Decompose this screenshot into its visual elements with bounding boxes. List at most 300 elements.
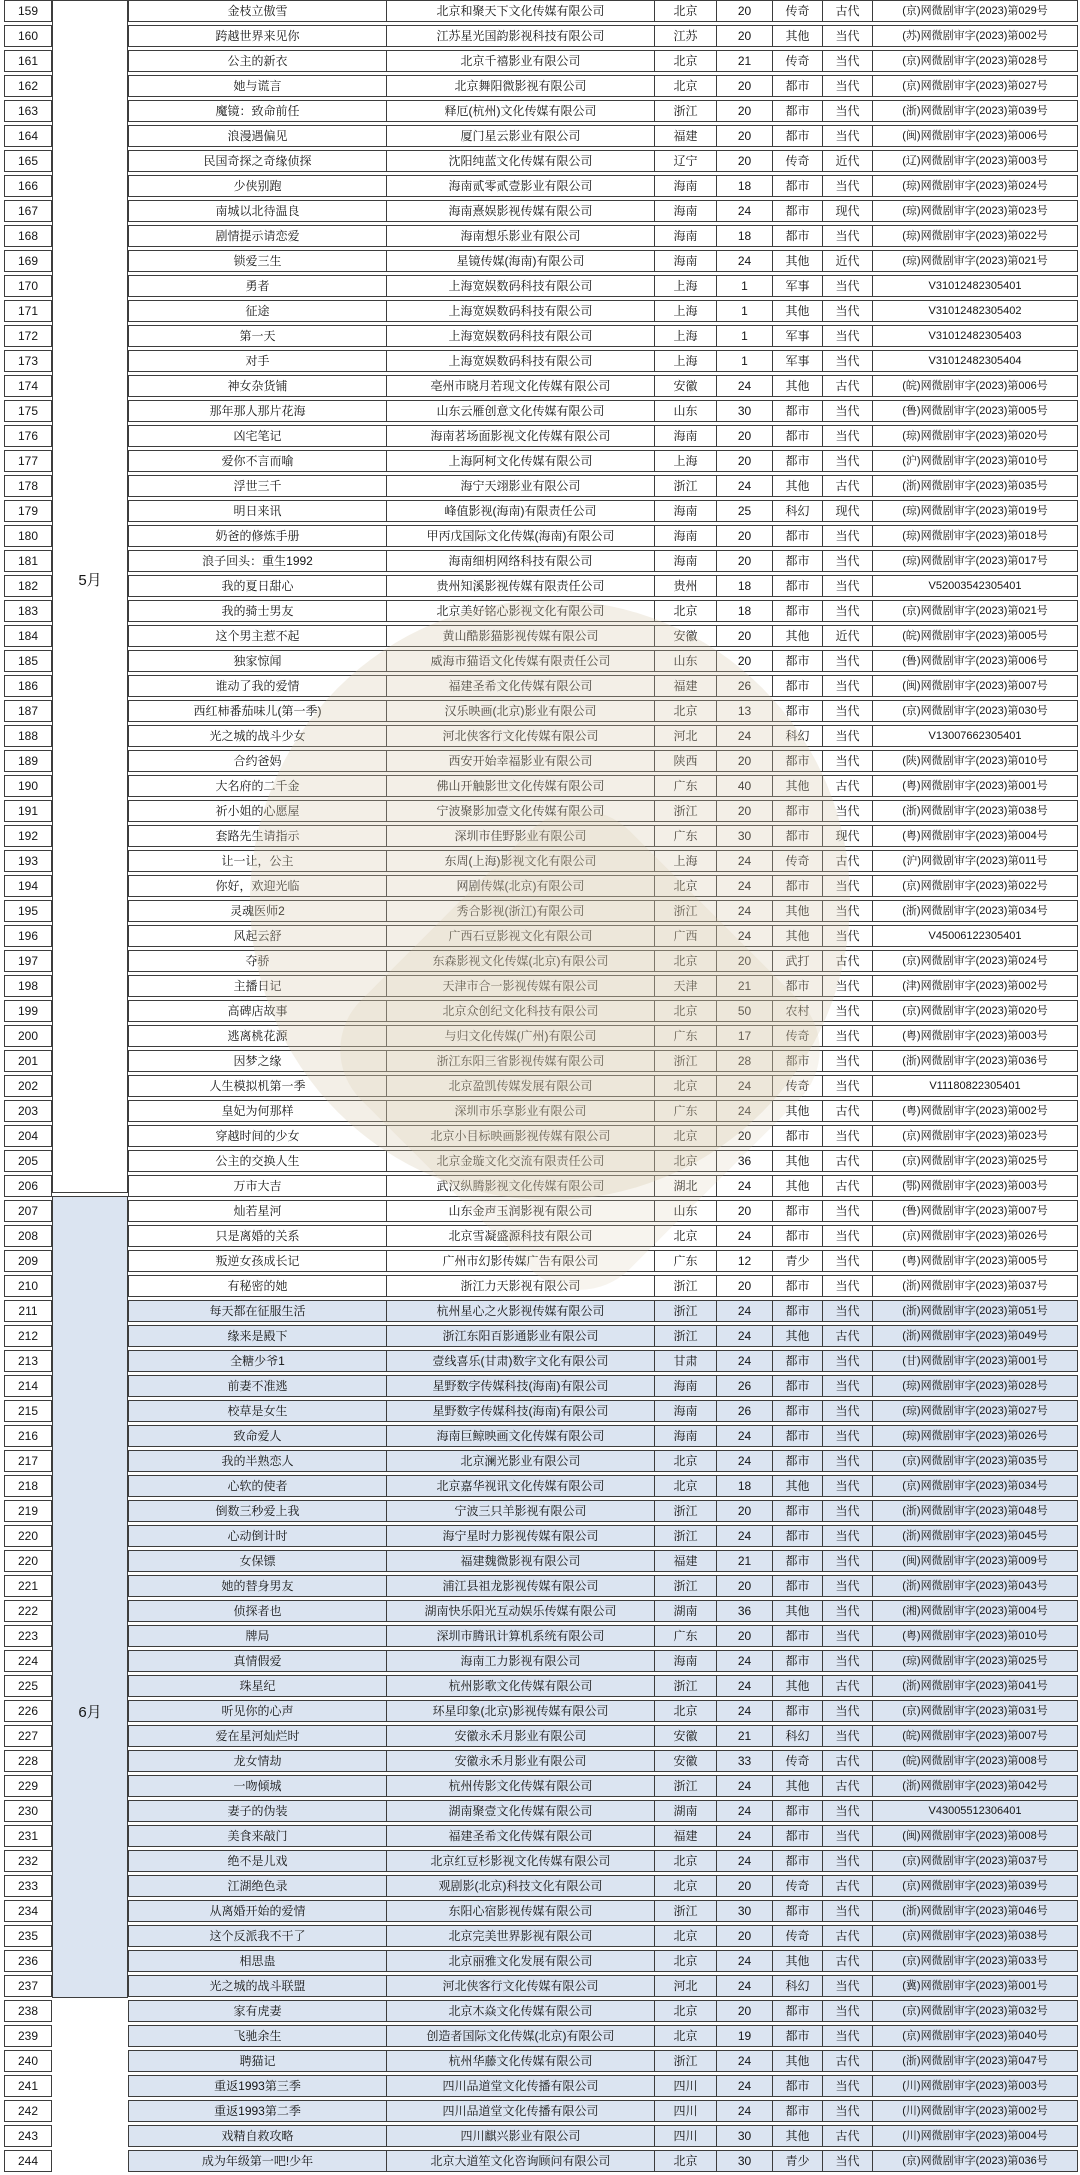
- table-row: [4, 625, 1078, 647]
- cell-genre: 其他: [773, 25, 823, 47]
- cell-company: 威海市猫语文化传媒有限责任公司: [387, 650, 655, 672]
- cell-era: 当代: [823, 1075, 873, 1097]
- cell-title: 致命爱人: [128, 1425, 387, 1447]
- cell-episodes: 20: [717, 525, 773, 547]
- cell-genre: 都市: [773, 1700, 823, 1722]
- cell-license: (粤)网微剧审字(2023)第010号: [873, 1625, 1078, 1647]
- cell-company: 河北侠客行文化传媒有限公司: [387, 1975, 655, 1997]
- cell-month-spacer: [52, 1400, 128, 1422]
- cell-month-spacer: [52, 950, 128, 972]
- cell-company: 杭州影歌文化传媒有限公司: [387, 1675, 655, 1697]
- cell-num: 178: [4, 475, 52, 497]
- cell-num: 193: [4, 850, 52, 872]
- cell-license: (浙)网微剧审字(2023)第035号: [873, 475, 1078, 497]
- table-row: [4, 225, 1078, 247]
- cell-month-spacer: [52, 1600, 128, 1622]
- cell-license: (辽)网微剧审字(2023)第003号: [873, 150, 1078, 172]
- table-row: [4, 1825, 1078, 1847]
- cell-episodes: 28: [717, 1050, 773, 1072]
- cell-genre: 传奇: [773, 1875, 823, 1897]
- cell-genre: 都市: [773, 1425, 823, 1447]
- cell-province: 北京: [655, 1875, 717, 1897]
- cell-company: 贵州知溪影视传媒有限责任公司: [387, 575, 655, 597]
- cell-province: 广东: [655, 1250, 717, 1272]
- cell-month-spacer: [52, 1100, 128, 1122]
- cell-era: 当代: [823, 1625, 873, 1647]
- table-row: [4, 1150, 1078, 1172]
- cell-month-spacer: [52, 675, 128, 697]
- cell-license: (闽)网微剧审字(2023)第008号: [873, 1825, 1078, 1847]
- cell-episodes: 1: [717, 300, 773, 322]
- cell-episodes: 20: [717, 75, 773, 97]
- cell-company: 海南想乐影业有限公司: [387, 225, 655, 247]
- table-row: [4, 675, 1078, 697]
- cell-episodes: 20: [717, 1575, 773, 1597]
- cell-genre: 都市: [773, 1225, 823, 1247]
- cell-num: 199: [4, 1000, 52, 1022]
- cell-num: 177: [4, 450, 52, 472]
- cell-province: 北京: [655, 1950, 717, 1972]
- cell-license: (琼)网微剧审字(2023)第020号: [873, 425, 1078, 447]
- cell-episodes: 24: [717, 900, 773, 922]
- cell-company: 观剧影(北京)科技文化有限公司: [387, 1875, 655, 1897]
- cell-license: (琼)网微剧审字(2023)第025号: [873, 1650, 1078, 1672]
- cell-license: (京)网微剧审字(2023)第020号: [873, 1000, 1078, 1022]
- cell-month-spacer: [52, 2025, 128, 2047]
- cell-company: 海南巨鲸映画文化传媒有限公司: [387, 1425, 655, 1447]
- cell-company: 杭州华藤文化传媒有限公司: [387, 2050, 655, 2072]
- cell-num: 234: [4, 1900, 52, 1922]
- cell-episodes: 20: [717, 1875, 773, 1897]
- cell-num: 182: [4, 575, 52, 597]
- cell-province: 浙江: [655, 1525, 717, 1547]
- cell-province: 海南: [655, 1650, 717, 1672]
- cell-company: 网剧传媒(北京)有限公司: [387, 875, 655, 897]
- cell-num: 166: [4, 175, 52, 197]
- table-row: [4, 1725, 1078, 1747]
- cell-license: (琼)网微剧审字(2023)第027号: [873, 1400, 1078, 1422]
- cell-title: 这个男主惹不起: [128, 625, 387, 647]
- table-row: [4, 1875, 1078, 1897]
- cell-province: 浙江: [655, 1775, 717, 1797]
- cell-era: 当代: [823, 1125, 873, 1147]
- cell-title: 我的夏日甜心: [128, 575, 387, 597]
- cell-episodes: 24: [717, 375, 773, 397]
- cell-episodes: 1: [717, 350, 773, 372]
- cell-num: 229: [4, 1775, 52, 1797]
- table-row: [4, 1575, 1078, 1597]
- cell-month-spacer: [52, 1350, 128, 1372]
- cell-province: 上海: [655, 275, 717, 297]
- cell-license: V11180822305401: [873, 1075, 1078, 1097]
- cell-province: 海南: [655, 1375, 717, 1397]
- cell-month-spacer: [52, 500, 128, 522]
- cell-title: 神女杂货铺: [128, 375, 387, 397]
- table-row: [4, 50, 1078, 72]
- cell-era: 当代: [823, 550, 873, 572]
- cell-province: 安徽: [655, 1725, 717, 1747]
- cell-num: 237: [4, 1975, 52, 1997]
- cell-episodes: 24: [717, 1325, 773, 1347]
- table-row: [4, 725, 1078, 747]
- cell-title: 少侠别跑: [128, 175, 387, 197]
- cell-era: 当代: [823, 1275, 873, 1297]
- cell-num: 174: [4, 375, 52, 397]
- cell-genre: 传奇: [773, 0, 823, 22]
- cell-num: 167: [4, 200, 52, 222]
- cell-era: 古代: [823, 775, 873, 797]
- drama-registration-table: [4, 0, 1078, 2175]
- cell-month-spacer: [52, 100, 128, 122]
- cell-era: 当代: [823, 1725, 873, 1747]
- cell-license: (琼)网微剧审字(2023)第024号: [873, 175, 1078, 197]
- cell-company: 星镜传媒(海南)有限公司: [387, 250, 655, 272]
- cell-license: (浙)网微剧审字(2023)第051号: [873, 1300, 1078, 1322]
- cell-title: 主播日记: [128, 975, 387, 997]
- cell-title: 只是离婚的关系: [128, 1225, 387, 1247]
- table-row: [4, 75, 1078, 97]
- cell-num: 201: [4, 1050, 52, 1072]
- cell-license: (皖)网微剧审字(2023)第005号: [873, 625, 1078, 647]
- table-row: [4, 1100, 1078, 1122]
- cell-num: 171: [4, 300, 52, 322]
- cell-num: 222: [4, 1600, 52, 1622]
- cell-num: 190: [4, 775, 52, 797]
- cell-month-spacer: [52, 1750, 128, 1772]
- cell-num: 165: [4, 150, 52, 172]
- cell-genre: 其他: [773, 300, 823, 322]
- cell-province: 北京: [655, 2025, 717, 2047]
- cell-month-spacer: [52, 1550, 128, 1572]
- cell-company: 沈阳纯蓝文化传媒有限公司: [387, 150, 655, 172]
- cell-genre: 都市: [773, 600, 823, 622]
- cell-num: 231: [4, 1825, 52, 1847]
- cell-province: 广西: [655, 925, 717, 947]
- cell-episodes: 18: [717, 175, 773, 197]
- cell-title: 锁爱三生: [128, 250, 387, 272]
- cell-title: 她的替身男友: [128, 1575, 387, 1597]
- cell-genre: 都市: [773, 1450, 823, 1472]
- cell-license: (琼)网微剧审字(2023)第026号: [873, 1425, 1078, 1447]
- cell-title: 前妻不准逃: [128, 1375, 387, 1397]
- cell-title: 这个反派我不干了: [128, 1925, 387, 1947]
- cell-num: 175: [4, 400, 52, 422]
- cell-era: 当代: [823, 1800, 873, 1822]
- cell-num: 204: [4, 1125, 52, 1147]
- cell-province: 浙江: [655, 475, 717, 497]
- cell-license: (京)网微剧审字(2023)第037号: [873, 1850, 1078, 1872]
- cell-era: 当代: [823, 2025, 873, 2047]
- cell-month-spacer: [52, 50, 128, 72]
- cell-episodes: 24: [717, 1525, 773, 1547]
- cell-episodes: 24: [717, 1450, 773, 1472]
- cell-title: 人生模拟机第一季: [128, 1075, 387, 1097]
- cell-num: 179: [4, 500, 52, 522]
- cell-company: 广西石豆影视文化有限公司: [387, 925, 655, 947]
- cell-episodes: 36: [717, 1600, 773, 1622]
- cell-genre: 其他: [773, 900, 823, 922]
- cell-province: 北京: [655, 1075, 717, 1097]
- cell-era: 当代: [823, 325, 873, 347]
- cell-license: (沪)网微剧审字(2023)第011号: [873, 850, 1078, 872]
- cell-episodes: 18: [717, 225, 773, 247]
- cell-company: 安徽永禾月影业有限公司: [387, 1725, 655, 1747]
- cell-num: 197: [4, 950, 52, 972]
- cell-province: 甘肃: [655, 1350, 717, 1372]
- cell-month-spacer: [52, 875, 128, 897]
- cell-license: (浙)网微剧审字(2023)第047号: [873, 2050, 1078, 2072]
- cell-license: (闽)网微剧审字(2023)第006号: [873, 125, 1078, 147]
- cell-month-spacer: [52, 1775, 128, 1797]
- cell-province: 北京: [655, 1150, 717, 1172]
- cell-month-spacer: [52, 400, 128, 422]
- cell-company: 海南细枂网络科技有限公司: [387, 550, 655, 572]
- cell-episodes: 20: [717, 150, 773, 172]
- cell-company: 北京澜光影业有限公司: [387, 1450, 655, 1472]
- cell-company: 浙江东阳百影通影业有限公司: [387, 1325, 655, 1347]
- cell-province: 北京: [655, 0, 717, 22]
- cell-episodes: 24: [717, 250, 773, 272]
- cell-episodes: 21: [717, 975, 773, 997]
- cell-company: 释厄(杭州)文化传媒有限公司: [387, 100, 655, 122]
- cell-province: 北京: [655, 75, 717, 97]
- cell-province: 北京: [655, 1925, 717, 1947]
- cell-num: 209: [4, 1250, 52, 1272]
- table-row: [4, 2075, 1078, 2097]
- cell-license: (津)网微剧审字(2023)第002号: [873, 975, 1078, 997]
- cell-title: 我的骑士男友: [128, 600, 387, 622]
- cell-month-spacer: [52, 1850, 128, 1872]
- cell-title: 侦探者也: [128, 1600, 387, 1622]
- cell-title: 奶爸的修炼手册: [128, 525, 387, 547]
- cell-episodes: 33: [717, 1750, 773, 1772]
- cell-title: 高碑店故事: [128, 1000, 387, 1022]
- cell-company: 安徽永禾月影业有限公司: [387, 1750, 655, 1772]
- cell-episodes: 24: [717, 1975, 773, 1997]
- cell-genre: 其他: [773, 475, 823, 497]
- cell-genre: 军事: [773, 325, 823, 347]
- cell-license: (浙)网微剧审字(2023)第042号: [873, 1775, 1078, 1797]
- cell-license: (鲁)网微剧审字(2023)第005号: [873, 400, 1078, 422]
- cell-episodes: 20: [717, 650, 773, 672]
- cell-era: 古代: [823, 1175, 873, 1197]
- cell-era: 当代: [823, 1350, 873, 1372]
- table-row: [4, 1350, 1078, 1372]
- table-row: [4, 2150, 1078, 2172]
- cell-province: 上海: [655, 350, 717, 372]
- cell-company: 东森影视文化传媒(北京)有限公司: [387, 950, 655, 972]
- table-row: [4, 1925, 1078, 1947]
- cell-title: 万市大吉: [128, 1175, 387, 1197]
- cell-num: 219: [4, 1500, 52, 1522]
- cell-era: 当代: [823, 1025, 873, 1047]
- cell-genre: 都市: [773, 1125, 823, 1147]
- cell-company: 北京和聚天下文化传媒有限公司: [387, 0, 655, 22]
- cell-genre: 其他: [773, 1150, 823, 1172]
- cell-company: 秀合影视(浙江)有限公司: [387, 900, 655, 922]
- cell-num: 224: [4, 1650, 52, 1672]
- cell-era: 当代: [823, 1450, 873, 1472]
- cell-era: 当代: [823, 2100, 873, 2122]
- cell-era: 现代: [823, 200, 873, 222]
- cell-episodes: 24: [717, 850, 773, 872]
- table-row: [4, 1025, 1078, 1047]
- cell-genre: 其他: [773, 1325, 823, 1347]
- cell-company: 北京红豆杉影视文化传媒有限公司: [387, 1850, 655, 1872]
- cell-license: V31012482305401: [873, 275, 1078, 297]
- cell-month-spacer: [52, 1700, 128, 1722]
- cell-episodes: 21: [717, 1725, 773, 1747]
- cell-era: 当代: [823, 1550, 873, 1572]
- cell-genre: 其他: [773, 1950, 823, 1972]
- cell-era: 古代: [823, 1675, 873, 1697]
- table-row: [4, 950, 1078, 972]
- cell-month-spacer: [52, 425, 128, 447]
- cell-num: 202: [4, 1075, 52, 1097]
- cell-num: 200: [4, 1025, 52, 1047]
- cell-province: 北京: [655, 1850, 717, 1872]
- cell-era: 古代: [823, 2125, 873, 2147]
- cell-province: 山东: [655, 400, 717, 422]
- cell-title: 叛逆女孩成长记: [128, 1250, 387, 1272]
- cell-num: 162: [4, 75, 52, 97]
- cell-company: 深圳市乐享影业有限公司: [387, 1100, 655, 1122]
- cell-genre: 都市: [773, 75, 823, 97]
- cell-license: (浙)网微剧审字(2023)第038号: [873, 800, 1078, 822]
- cell-num: 203: [4, 1100, 52, 1122]
- cell-title: 第一天: [128, 325, 387, 347]
- cell-num: 181: [4, 550, 52, 572]
- cell-title: 相思蛊: [128, 1950, 387, 1972]
- cell-company: 福建圣希文化传媒有限公司: [387, 1825, 655, 1847]
- cell-company: 北京盈凯传媒发展有限公司: [387, 1075, 655, 1097]
- table-row: [4, 900, 1078, 922]
- cell-license: (京)网微剧审字(2023)第029号: [873, 0, 1078, 22]
- cell-era: 当代: [823, 1050, 873, 1072]
- cell-genre: 都市: [773, 1625, 823, 1647]
- cell-episodes: 24: [717, 1300, 773, 1322]
- cell-license: (粤)网微剧审字(2023)第004号: [873, 825, 1078, 847]
- cell-genre: 都市: [773, 2000, 823, 2022]
- cell-license: (琼)网微剧审字(2023)第022号: [873, 225, 1078, 247]
- cell-license: V31012482305403: [873, 325, 1078, 347]
- table-row: [4, 1975, 1078, 1997]
- cell-era: 当代: [823, 100, 873, 122]
- cell-title: 因梦之缘: [128, 1050, 387, 1072]
- cell-month-spacer: [52, 200, 128, 222]
- cell-genre: 传奇: [773, 1750, 823, 1772]
- cell-license: (鲁)网微剧审字(2023)第006号: [873, 650, 1078, 672]
- cell-era: 当代: [823, 450, 873, 472]
- cell-province: 北京: [655, 950, 717, 972]
- cell-era: 当代: [823, 1700, 873, 1722]
- cell-license: V45006122305401: [873, 925, 1078, 947]
- cell-province: 浙江: [655, 1300, 717, 1322]
- cell-title: 金枝立傲雪: [128, 0, 387, 22]
- table-row: [4, 1800, 1078, 1822]
- cell-province: 海南: [655, 1400, 717, 1422]
- cell-month-spacer: [52, 2150, 128, 2172]
- cell-province: 福建: [655, 675, 717, 697]
- cell-title: 灿若星河: [128, 1200, 387, 1222]
- cell-license: (川)网微剧审字(2023)第003号: [873, 2075, 1078, 2097]
- cell-title: 谁动了我的爱情: [128, 675, 387, 697]
- cell-province: 北京: [655, 875, 717, 897]
- table-row: [4, 775, 1078, 797]
- cell-title: 家有虎妻: [128, 2000, 387, 2022]
- cell-month-spacer: [52, 550, 128, 572]
- cell-license: (川)网微剧审字(2023)第004号: [873, 2125, 1078, 2147]
- cell-license: (闽)网微剧审字(2023)第009号: [873, 1550, 1078, 1572]
- cell-license: (京)网微剧审字(2023)第025号: [873, 1150, 1078, 1172]
- cell-license: (京)网微剧审字(2023)第030号: [873, 700, 1078, 722]
- cell-title: 爱在星河灿烂时: [128, 1725, 387, 1747]
- cell-episodes: 20: [717, 0, 773, 22]
- cell-title: 龙女情劫: [128, 1750, 387, 1772]
- cell-era: 当代: [823, 1850, 873, 1872]
- cell-era: 当代: [823, 2075, 873, 2097]
- cell-province: 湖南: [655, 1800, 717, 1822]
- cell-month-spacer: [52, 1275, 128, 1297]
- cell-month-spacer: [52, 1150, 128, 1172]
- cell-genre: 都市: [773, 1200, 823, 1222]
- cell-era: 古代: [823, 2050, 873, 2072]
- cell-company: 海南工力影视有限公司: [387, 1650, 655, 1672]
- cell-genre: 都市: [773, 575, 823, 597]
- cell-episodes: 20: [717, 2000, 773, 2022]
- cell-company: 北京小目标映画影视传媒有限公司: [387, 1125, 655, 1147]
- cell-company: 山东金声玉润影视有限公司: [387, 1200, 655, 1222]
- cell-title: 她与谎言: [128, 75, 387, 97]
- cell-episodes: 24: [717, 1800, 773, 1822]
- cell-title: 祈小姐的心愿屋: [128, 800, 387, 822]
- cell-episodes: 20: [717, 125, 773, 147]
- cell-num: 192: [4, 825, 52, 847]
- cell-company: 亳州市晓月若现文化传媒有限公司: [387, 375, 655, 397]
- cell-era: 当代: [823, 600, 873, 622]
- cell-genre: 都市: [773, 425, 823, 447]
- cell-era: 古代: [823, 1325, 873, 1347]
- cell-episodes: 1: [717, 275, 773, 297]
- table-row: [4, 1900, 1078, 1922]
- table-row: [4, 125, 1078, 147]
- cell-province: 北京: [655, 50, 717, 72]
- cell-episodes: 24: [717, 2075, 773, 2097]
- cell-company: 浦江县祖龙影视传媒有限公司: [387, 1575, 655, 1597]
- cell-genre: 其他: [773, 925, 823, 947]
- table-row: [4, 1475, 1078, 1497]
- cell-era: 当代: [823, 1500, 873, 1522]
- cell-title: 公主的新衣: [128, 50, 387, 72]
- table-row: [4, 1500, 1078, 1522]
- cell-num: 238: [4, 2000, 52, 2022]
- cell-month-spacer: [52, 1175, 128, 1197]
- cell-company: 河北侠客行文化传媒有限公司: [387, 725, 655, 747]
- cell-company: 北京众创纪文化科技有限公司: [387, 1000, 655, 1022]
- cell-title: 合约爸妈: [128, 750, 387, 772]
- cell-genre: 都市: [773, 1550, 823, 1572]
- cell-province: 广东: [655, 825, 717, 847]
- cell-genre: 其他: [773, 1775, 823, 1797]
- cell-company: 四川品道堂文化传播有限公司: [387, 2100, 655, 2122]
- cell-num: 163: [4, 100, 52, 122]
- cell-era: 当代: [823, 75, 873, 97]
- table-row: [4, 1125, 1078, 1147]
- cell-province: 北京: [655, 1125, 717, 1147]
- cell-genre: 其他: [773, 625, 823, 647]
- cell-num: 220: [4, 1550, 52, 1572]
- table-row: [4, 1325, 1078, 1347]
